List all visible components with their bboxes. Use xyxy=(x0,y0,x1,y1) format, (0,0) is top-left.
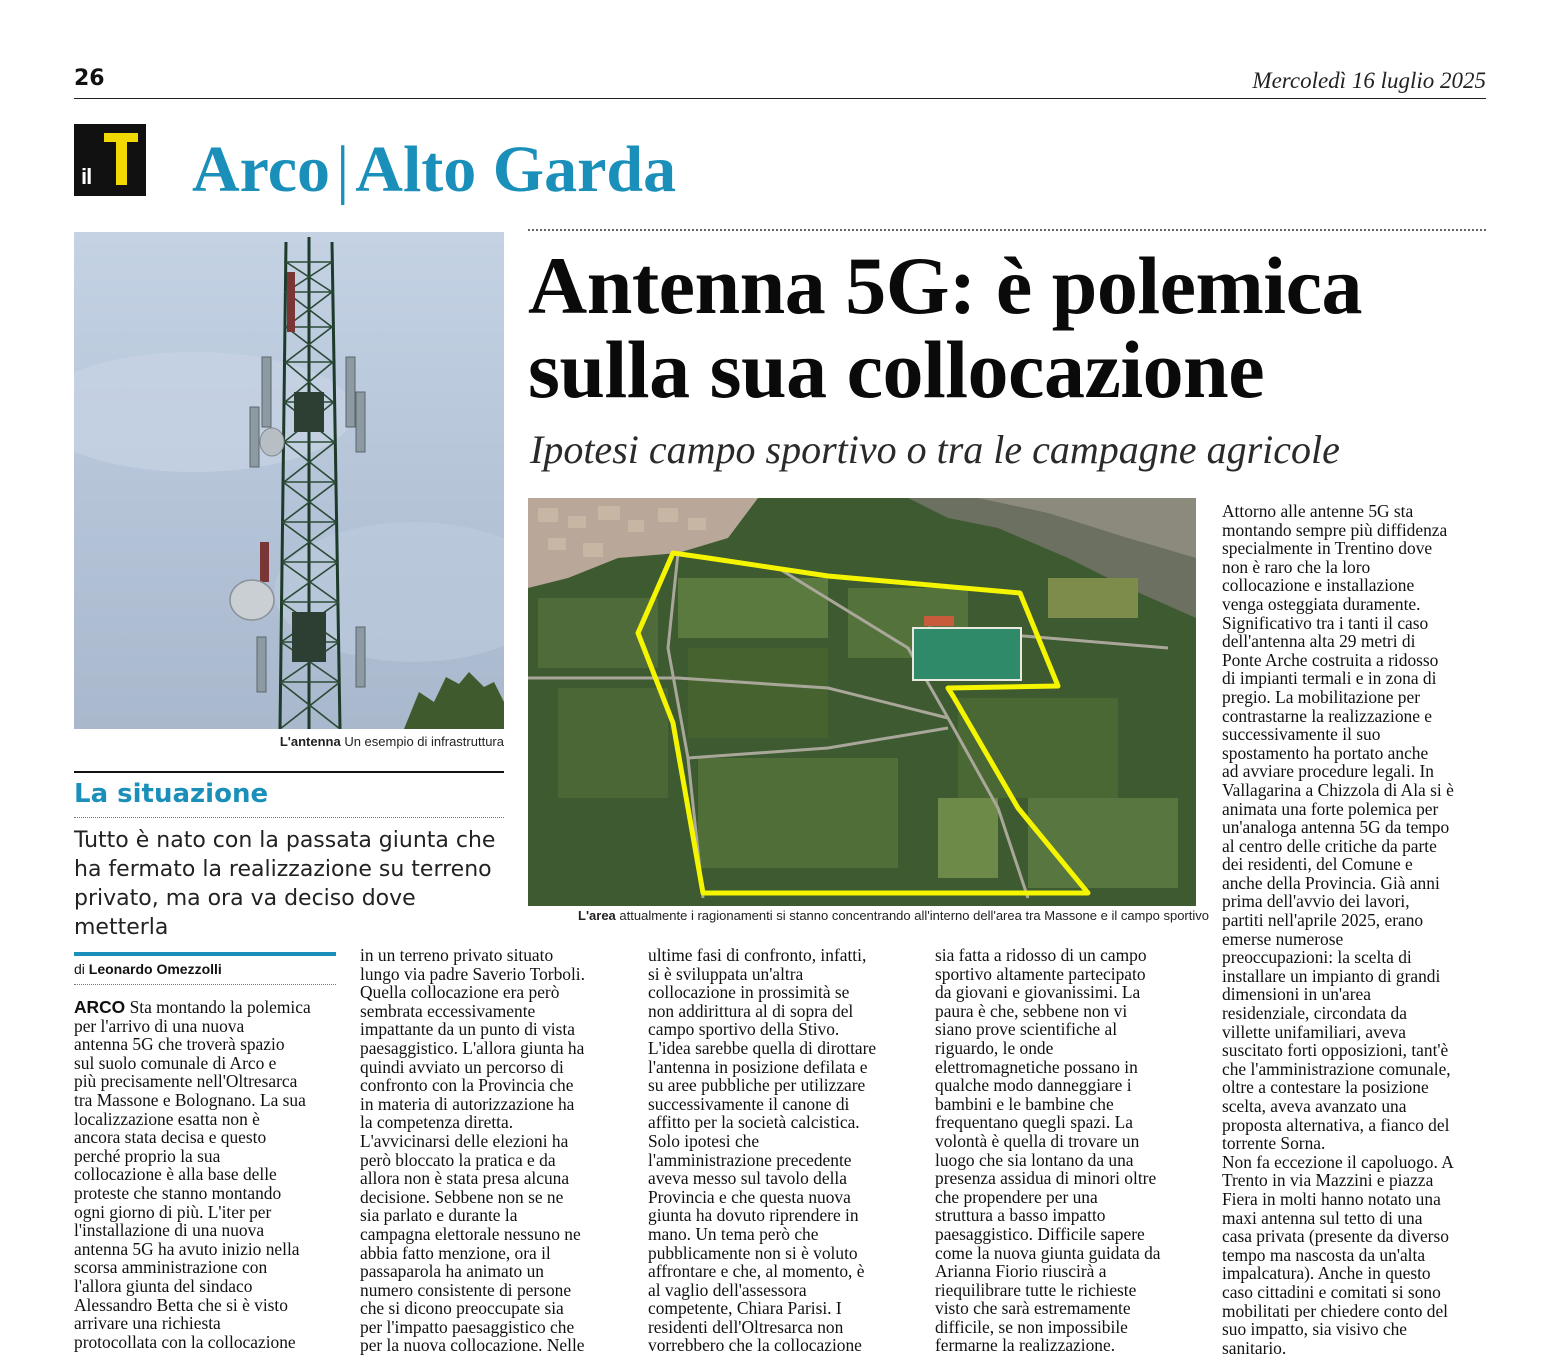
article-column-4: sia fatta a ridosso di un campo sportivo altamente partecipato da giovani e giovanissimi. La paura è che, sebbene non vi siano prove scientifiche al riguardo, le onde elettromagnetiche possano in qualche modo danneggiare i bambini e le bambine che frequentano quegli spazi. La volontà è quella di trovare un luogo che sia lontano da una presenza assidua di minori oltre che propendere per una struttura a basso impatto paesaggistico. Difficile sapere come la nuova giunta guidata da Arianna Fiorio riuscirà a riequilibrare tutte le richieste visto che sarà estremamente difficile, se non impossibile fermarne la realizzazione. xyxy=(935,945,1161,1356)
antenna-photo xyxy=(74,232,504,729)
situation-title: La situazione xyxy=(74,779,269,809)
logo-il-text: il xyxy=(81,164,92,189)
headline xyxy=(528,240,1498,415)
byline xyxy=(74,961,222,977)
section-title xyxy=(192,130,676,210)
antenna-caption-text: Un esempio di infrastruttura xyxy=(344,734,504,749)
area-caption-label: L'area xyxy=(578,908,616,923)
article-column-2: in un terreno privato situato lungo via padre Saverio Torboli. Quella collocazione era però sembrata eccessivamente impattante da un punto di vista paesaggistico. L'allora giunta ha quindi avviato un percorso di confronto con la Provincia che in materia di autorizzazione ha la competenza diretta. L'avvicinarsi delle elezioni ha però bloccato la pratica e da allora non è stata presa alcuna decisione. Sebbene non se ne sia parlato e durante la campagna elettorale nessuno ne abbia fatto menzione, ora il passaparola ha animato un numero consistente di persone che si dicono preoccupate sia per l'impatto paesaggistico che per la nuova collocazione. Nelle xyxy=(360,945,585,1356)
top-rule xyxy=(74,98,1486,99)
section-area: Alto Garda xyxy=(355,133,677,206)
situation-text: Tutto è nato con la passata giunta che ha fermato la realizzazione su terreno privato, ma ora va deciso dove metterla xyxy=(74,828,496,940)
newspaper-logo xyxy=(74,124,146,196)
page-date: Mercoledì 16 luglio 2025 xyxy=(1252,68,1486,93)
antenna-photo-caption xyxy=(280,734,504,749)
section-city: Arco xyxy=(192,133,331,206)
aerial-area-photo xyxy=(528,498,1196,906)
antenna-caption-label: L'antenna xyxy=(279,734,341,749)
situation-rule xyxy=(74,817,504,818)
situation-rule-top xyxy=(74,771,504,773)
headline-rule xyxy=(528,229,1486,231)
subheadline: Ipotesi campo sportivo o tra le campagne agricole xyxy=(530,427,1340,472)
article-column-1 xyxy=(74,998,342,1351)
article-column-3: ultime fasi di confronto, infatti, si è sviluppata un'altra collocazione in prossimità se non addirittura al di sopra del campo sportivo della Stivo. L'idea sarebbe quella di dirottare l'antenna in posizione defilata e su aree pubbliche per utilizzare successivamente il canone di affitto per la società calcistica. Solo ipotesi che l'amministrazione precedente aveva messo sul tavolo della Provincia e che questa nuova giunta ha dovuto riprendere in mano. Un tema però che pubblicamente non si è voluto affrontare e che, al momento, è al vaglio dell'assessora competente, Chiara Parisi. I residenti dell'Oltresarca non vorrebbero che la collocazione xyxy=(648,945,877,1356)
column-1-text: Sta montando la polemica per l'arrivo di una nuova antenna 5G che troverà spazio sul suolo comunale di Arco e più precisamente nell'Oltresarca tra Massone e Bolognano. La sua localizzazione esatta non è ancora stata decisa e questo perché proprio la sua collocazione è alla base delle proteste che stanno montando ogni giorno di più. L'iter per l'installazione di una nuova antenna 5G ha avuto inizio nella scorsa amministrazione con l'allora giunta del sindaco Alessandro Betta che si è visto arrivare una richiesta protocollata con la collocazione xyxy=(74,997,311,1352)
section-separator: | xyxy=(336,133,350,206)
byline-prefix: di xyxy=(74,961,85,977)
article-column-5: Attorno alle antenne 5G sta montando sempre più diffidenza specialmente in Trentino dove non è raro che la loro collocazione e installazione venga osteggiata duramente. Significativo tra i tanti il caso dell'antenna alta 29 metri di Ponte Arche costruita a ridosso di impianti termali e in zona di pregio. La mobilitazione per contrastarne la realizzazione e successivamente il suo spostamento ha portato anche ad avviare procedure legali. In Vallagarina a Chizzola di Ala si è animata una forte polemica per un'analoga antenna 5G da tempo al centro delle critiche da parte dei residenti, del Comune e anche della Provincia. Già anni prima dell'avvio dei lavori, partiti nell'aprile 2025, erano emerse numerose preoccupazioni: la scelta di installare un impianto di grandi dimensioni in un'area residenziale, circondata da villette unifamiliari, aveva suscitato forti opposizioni, tant'è che l'amministrazione comunale, oltre a contestare la posizione scelta, aveva avanzato una proposta alternativa, a fianco del torrente Sorna. Non fa eccezione il capoluogo. A Trento in via Mazzini e piazza Fiera in molti hanno notato una maxi antenna sul tetto di una casa privata (presente da diverso tempo ma nascosta da un'alta impalcatura). Anche in questo caso cittadini e comitati si sono mobilitati per chiedere conto del suo impatto, sia visivo che sanitario. xyxy=(1222,501,1454,1358)
byline-author: Leonardo Omezzolli xyxy=(88,961,222,977)
headline-line-1: Antenna 5G: è polemica xyxy=(528,240,1362,331)
area-caption-text: attualmente i ragionamenti si stanno concentrando all'interno dell'area tra Massone e il campo sportivo xyxy=(619,908,1209,923)
headline-line-2: sulla sua collocazione xyxy=(528,324,1265,415)
byline-rule xyxy=(74,952,336,956)
byline-dotted-rule xyxy=(74,984,336,985)
page-number: 26 xyxy=(74,66,105,91)
dateline: ARCO xyxy=(74,997,126,1017)
area-photo-caption xyxy=(578,908,1209,923)
